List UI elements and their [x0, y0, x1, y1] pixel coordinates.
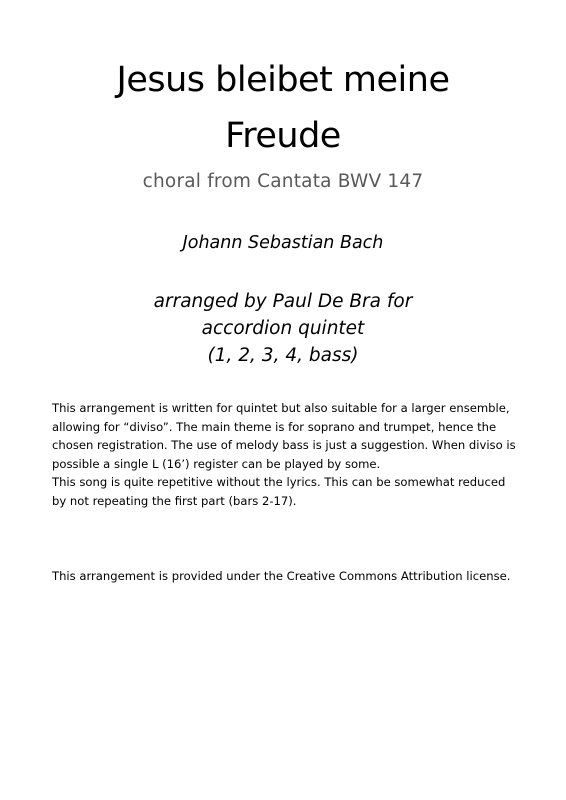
arranger-line: arranged by Paul De Bra for: [153, 291, 413, 312]
page-title: [0, 52, 566, 164]
instrumentation-line: (1, 2, 3, 4, bass): [207, 345, 359, 366]
arrangement-notes: [52, 399, 522, 511]
title-line-1: Jesus bleibet meine: [116, 60, 450, 100]
repetition-note: This song is quite repetitive without the lyrics. This can be somewhat reduced by not repeating the first part (bars 2-17).: [52, 475, 506, 508]
arranger-block: [0, 288, 566, 369]
composer-name: Johann Sebastian Bach: [182, 233, 384, 253]
description-paragraph: This arrangement is written for quintet but also suitable for a larger ensemble, allowing for “diviso”. The main theme is for soprano and trumpet, hence the chosen registration. The use of melody bass is just a suggestion. When diviso is possible a single L (16’) register can be played by some.: [52, 401, 516, 471]
title-line-2: Freude: [225, 116, 341, 156]
ensemble-line: accordion quintet: [201, 318, 365, 339]
license-notice: This arrangement is provided under the Creative Commons Attribution license.: [52, 569, 511, 583]
subtitle: choral from Cantata BWV 147: [142, 171, 424, 192]
